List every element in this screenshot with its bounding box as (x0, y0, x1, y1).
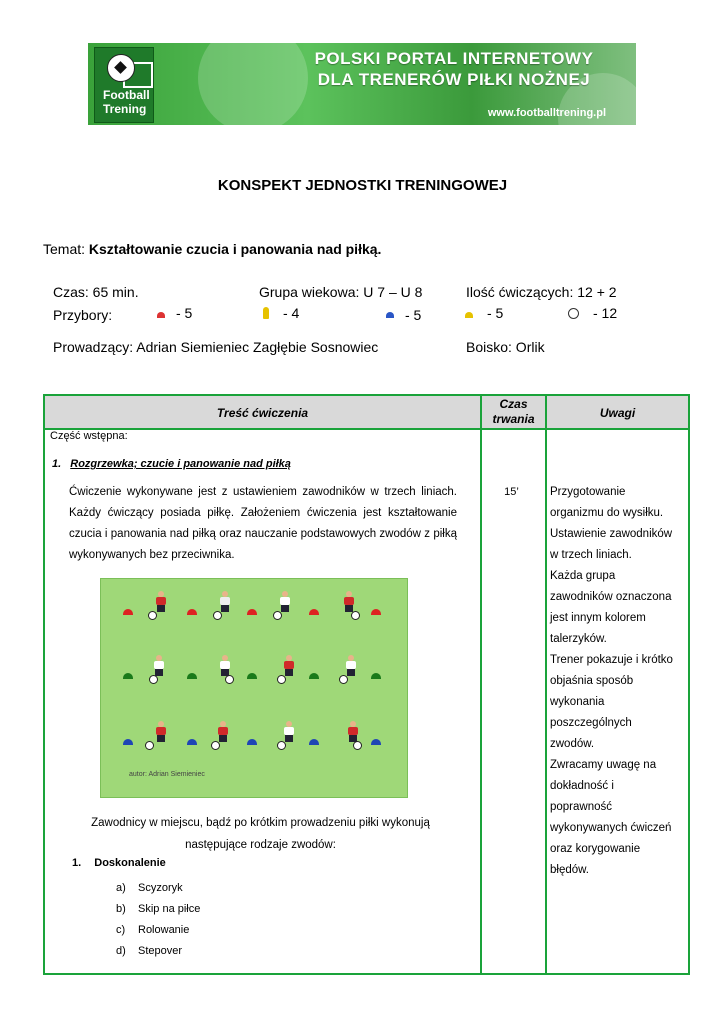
notes-line: jest innym kolorem (550, 612, 646, 624)
notes-line: organizmu do wysiłku. (550, 507, 664, 519)
header-notes: Uwagi (599, 406, 636, 420)
notes-line: wykonania (550, 696, 605, 708)
equipment-qty-yellow-cone: - 5 (487, 305, 504, 321)
player (347, 721, 359, 743)
notes-line: Przygotowanie (550, 486, 626, 498)
moves-list (116, 878, 200, 962)
training-field-diagram (100, 578, 408, 798)
red-marker (123, 609, 133, 615)
blue-marker (371, 739, 381, 745)
player (219, 591, 231, 613)
list-item: c) Rolowanie (116, 924, 190, 936)
notes-line: Ustawienie zawodników (550, 528, 673, 540)
topic-value: Kształtowanie czucia i panowania nad piłką. (88, 241, 382, 257)
player (217, 721, 229, 743)
section-label: Część wstępna: (50, 430, 128, 442)
notes-line: błędów. (550, 864, 590, 876)
notes-line: Każda grupa (550, 570, 616, 582)
equipment-qty-ball: - 12 (593, 305, 618, 321)
yellow-post-icon (263, 307, 269, 319)
field-ball (148, 611, 157, 620)
player (343, 591, 355, 613)
notes-line: wykonywanych ćwiczeń (550, 822, 672, 834)
player (153, 655, 165, 677)
player (283, 655, 295, 677)
portal-banner (88, 43, 636, 125)
moves-intro (43, 812, 478, 856)
player (283, 721, 295, 743)
topic-line (43, 241, 381, 257)
logo-line-2: Trening (103, 102, 147, 116)
logo-ball-icon (107, 54, 135, 82)
ball-icon (568, 308, 579, 319)
notes-line: Trener pokazuje i krótko (550, 654, 673, 666)
notes-line: w trzech liniach. (550, 549, 632, 561)
document-title: KONSPEKT JEDNOSTKI TRENINGOWEJ (217, 177, 508, 194)
exercise-number: 1. (52, 458, 62, 470)
red-marker (309, 609, 319, 615)
field-ball (351, 611, 360, 620)
coach-info: Prowadzący: Adrian Siemieniec Zagłębie Sosnowiec (53, 339, 379, 355)
pitch-info: Boisko: Orlik (466, 339, 545, 355)
field-ball (277, 675, 286, 684)
equipment-qty-blue-cone: - 5 (405, 307, 422, 323)
green-marker (371, 673, 381, 679)
equipment-qty-red-cone: - 5 (176, 305, 193, 321)
notes-line: objaśnia sposób (550, 675, 634, 687)
moves-intro-line-1: Zawodnicy w miejscu, bądź po krótkim prowadzeniu piłki wykonują (91, 817, 430, 829)
player (345, 655, 357, 677)
notes-line: talerzyków. (550, 633, 607, 645)
yellow-cone-icon (465, 312, 473, 318)
green-marker (309, 673, 319, 679)
field-ball (149, 675, 158, 684)
field-ball (353, 741, 362, 750)
field-ball (277, 741, 286, 750)
green-marker (123, 673, 133, 679)
notes-line: oraz korygowanie (550, 843, 641, 855)
green-marker (247, 673, 257, 679)
exercise-title: Rozgrzewka; czucie i panowanie nad piłką (70, 458, 291, 470)
red-marker (187, 609, 197, 615)
participants-info: Ilość ćwiczących: 12 + 2 (466, 284, 617, 300)
blue-marker (187, 739, 197, 745)
exercise-description: Ćwiczenie wykonywane jest z ustawieniem zawodników w trzech liniach. Każdy ćwiczący posiada piłkę. Założeniem ćwiczenia jest kształtowanie czucia i panowania nad piłką oraz nauczanie podstawowych zwodów z piłką wykonywanych bez przeciwnika. (69, 486, 457, 561)
notes-line: poprawność (550, 801, 613, 813)
header-content: Treść ćwiczenia (216, 406, 309, 420)
equipment-qty-yellow-post: - 4 (283, 305, 300, 321)
blue-marker (123, 739, 133, 745)
subsection-title: Doskonalenie (94, 857, 166, 869)
notes-line: zawodników oznaczona (550, 591, 672, 603)
notes-line: dokładność i (550, 780, 614, 792)
green-marker (187, 673, 197, 679)
field-ball (339, 675, 348, 684)
list-item: a) Scyzoryk (116, 882, 183, 894)
equipment-label: Przybory: (53, 307, 113, 323)
player (155, 591, 167, 613)
header-duration-line-1: Czas (499, 397, 528, 411)
field-ball (273, 611, 282, 620)
red-marker (247, 609, 257, 615)
field-ball (211, 741, 220, 750)
field-ball (145, 741, 154, 750)
moves-intro-line-2: następujące rodzaje zwodów: (185, 839, 336, 851)
banner-title-line-2: DLA TRENERÓW PIŁKI NOŻNEJ (317, 70, 591, 89)
list-item: b) Skip na piłce (116, 903, 201, 915)
topic-label: Temat: (43, 241, 86, 257)
notes-column (550, 482, 688, 881)
player (219, 655, 231, 677)
red-cone-icon (157, 312, 165, 318)
time-info: Czas: 65 min. (53, 284, 139, 300)
field-ball (225, 675, 234, 684)
player (279, 591, 291, 613)
subsection-number: 1. (72, 857, 82, 869)
exercise-heading (52, 458, 291, 470)
notes-line: poszczególnych (550, 717, 632, 729)
player (155, 721, 167, 743)
duration-value: 15’ (504, 486, 519, 498)
football-trening-logo (94, 47, 154, 123)
field-ball (213, 611, 222, 620)
red-marker (371, 609, 381, 615)
banner-title-line-1: POLSKI PORTAL INTERNETOWY (314, 49, 594, 68)
blue-cone-icon (386, 312, 394, 318)
list-item: d) Stepover (116, 945, 183, 957)
diagram-credit: autor: Adrian Siemieniec (129, 771, 205, 778)
subsection-heading (72, 857, 166, 869)
blue-marker (247, 739, 257, 745)
notes-line: zwodów. (550, 738, 595, 750)
header-duration-line-2: trwania (492, 412, 535, 426)
age-group-info: Grupa wiekowa: U 7 – U 8 (259, 284, 423, 300)
banner-url: www.footballtrening.pl (487, 107, 606, 119)
header-duration (482, 397, 545, 427)
notes-line: Zwracamy uwagę na (550, 759, 657, 771)
blue-marker (309, 739, 319, 745)
logo-line-1: Football (103, 88, 150, 102)
